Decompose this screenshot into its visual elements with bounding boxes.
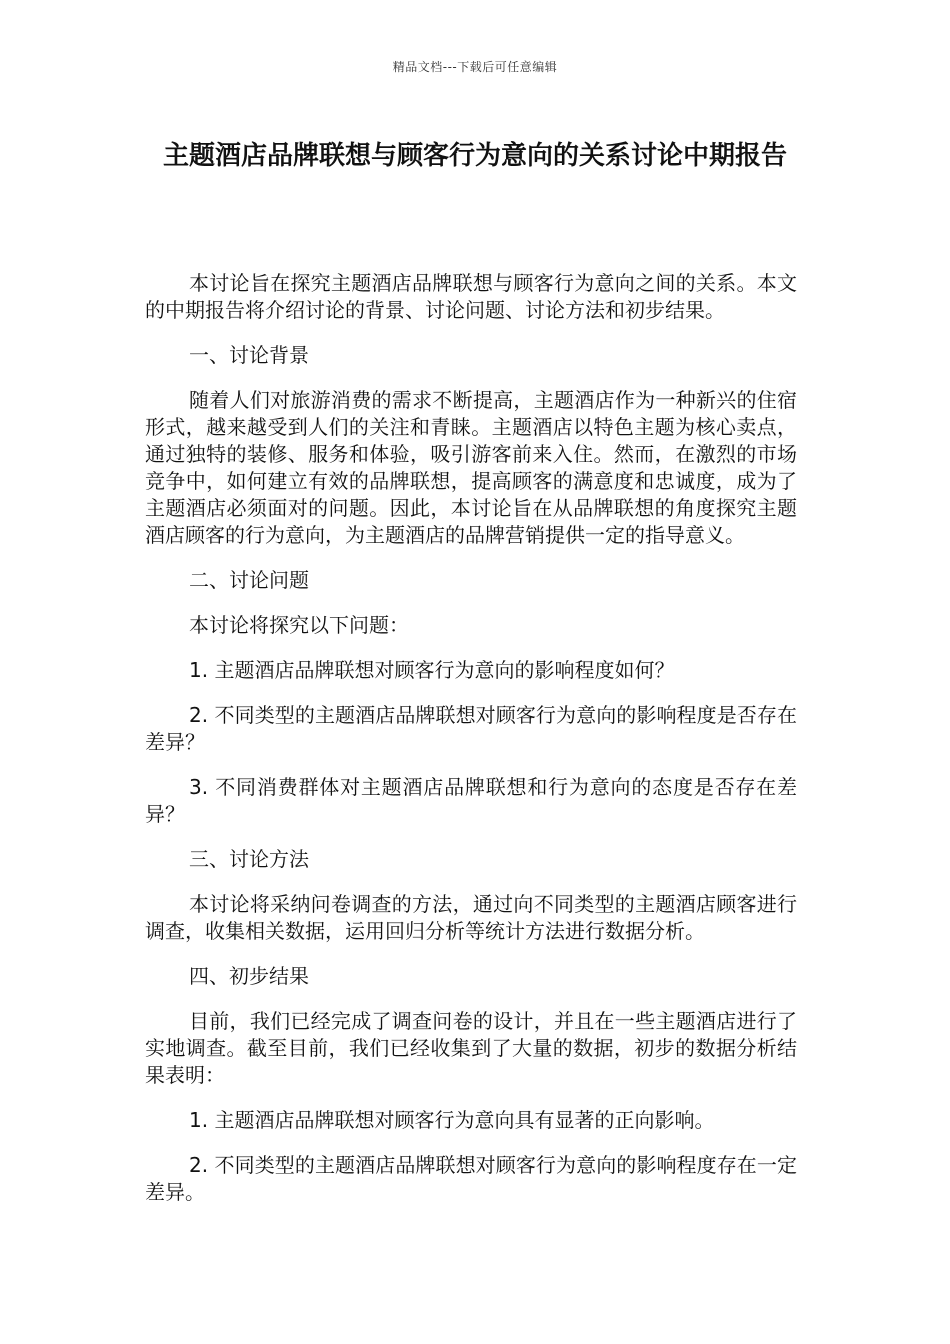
question-item-2: 2. 不同类型的主题酒店品牌联想对顾客行为意向的影响程度是否存在差异？ — [145, 703, 797, 754]
section-heading-results: 四、初步结果 — [189, 964, 309, 988]
question-item-3: 3. 不同消费群体对主题酒店品牌联想和行为意向的态度是否存在差异？ — [145, 775, 797, 826]
paragraph-results: 目前，我们已经完成了调查问卷的设计，并且在一些主题酒店进行了实地调查。截至目前，我们已经收集到了大量的数据，初步的数据分析结果表明： — [145, 1009, 797, 1087]
paragraph-questions-intro: 本讨论将探究以下问题： — [189, 613, 409, 637]
paragraph-intro: 本讨论旨在探究主题酒店品牌联想与顾客行为意向之间的关系。本文的中期报告将介绍讨论的背景、讨论问题、讨论方法和初步结果。 — [145, 271, 797, 322]
question-item-1: 1. 主题酒店品牌联想对顾客行为意向的影响程度如何？ — [189, 658, 675, 682]
result-item-2: 2. 不同类型的主题酒店品牌联想对顾客行为意向的影响程度存在一定差异。 — [145, 1153, 797, 1204]
result-item-1: 1. 主题酒店品牌联想对顾客行为意向具有显著的正向影响。 — [189, 1108, 715, 1132]
paragraph-method: 本讨论将采纳问卷调查的方法，通过向不同类型的主题酒店顾客进行调查，收集相关数据，运用回归分析等统计方法进行数据分析。 — [145, 892, 797, 943]
paragraph-background: 随着人们对旅游消费的需求不断提高，主题酒店作为一种新兴的住宿形式，越来越受到人们的关注和青睐。主题酒店以特色主题为核心卖点，通过独特的装修、服务和体验，吸引游客前来入住。然而，在激烈的市场竞争中，如何建立有效的品牌联想，提高顾客的满意度和忠诚度，成为了主题酒店必须面对的问题。因此，本讨论旨在从品牌联想的角度探究主题酒店顾客的行为意向，为主题酒店的品牌营销提供一定的指导意义。 — [145, 388, 797, 547]
document-title: 主题酒店品牌联想与顾客行为意向的关系讨论中期报告 — [162, 141, 787, 171]
section-heading-method: 三、讨论方法 — [189, 847, 309, 871]
section-heading-questions: 二、讨论问题 — [189, 568, 309, 592]
section-heading-background: 一、讨论背景 — [189, 343, 309, 367]
header-note: 精品文档---下载后可任意编辑 — [392, 60, 558, 74]
document-body — [145, 270, 797, 1224]
